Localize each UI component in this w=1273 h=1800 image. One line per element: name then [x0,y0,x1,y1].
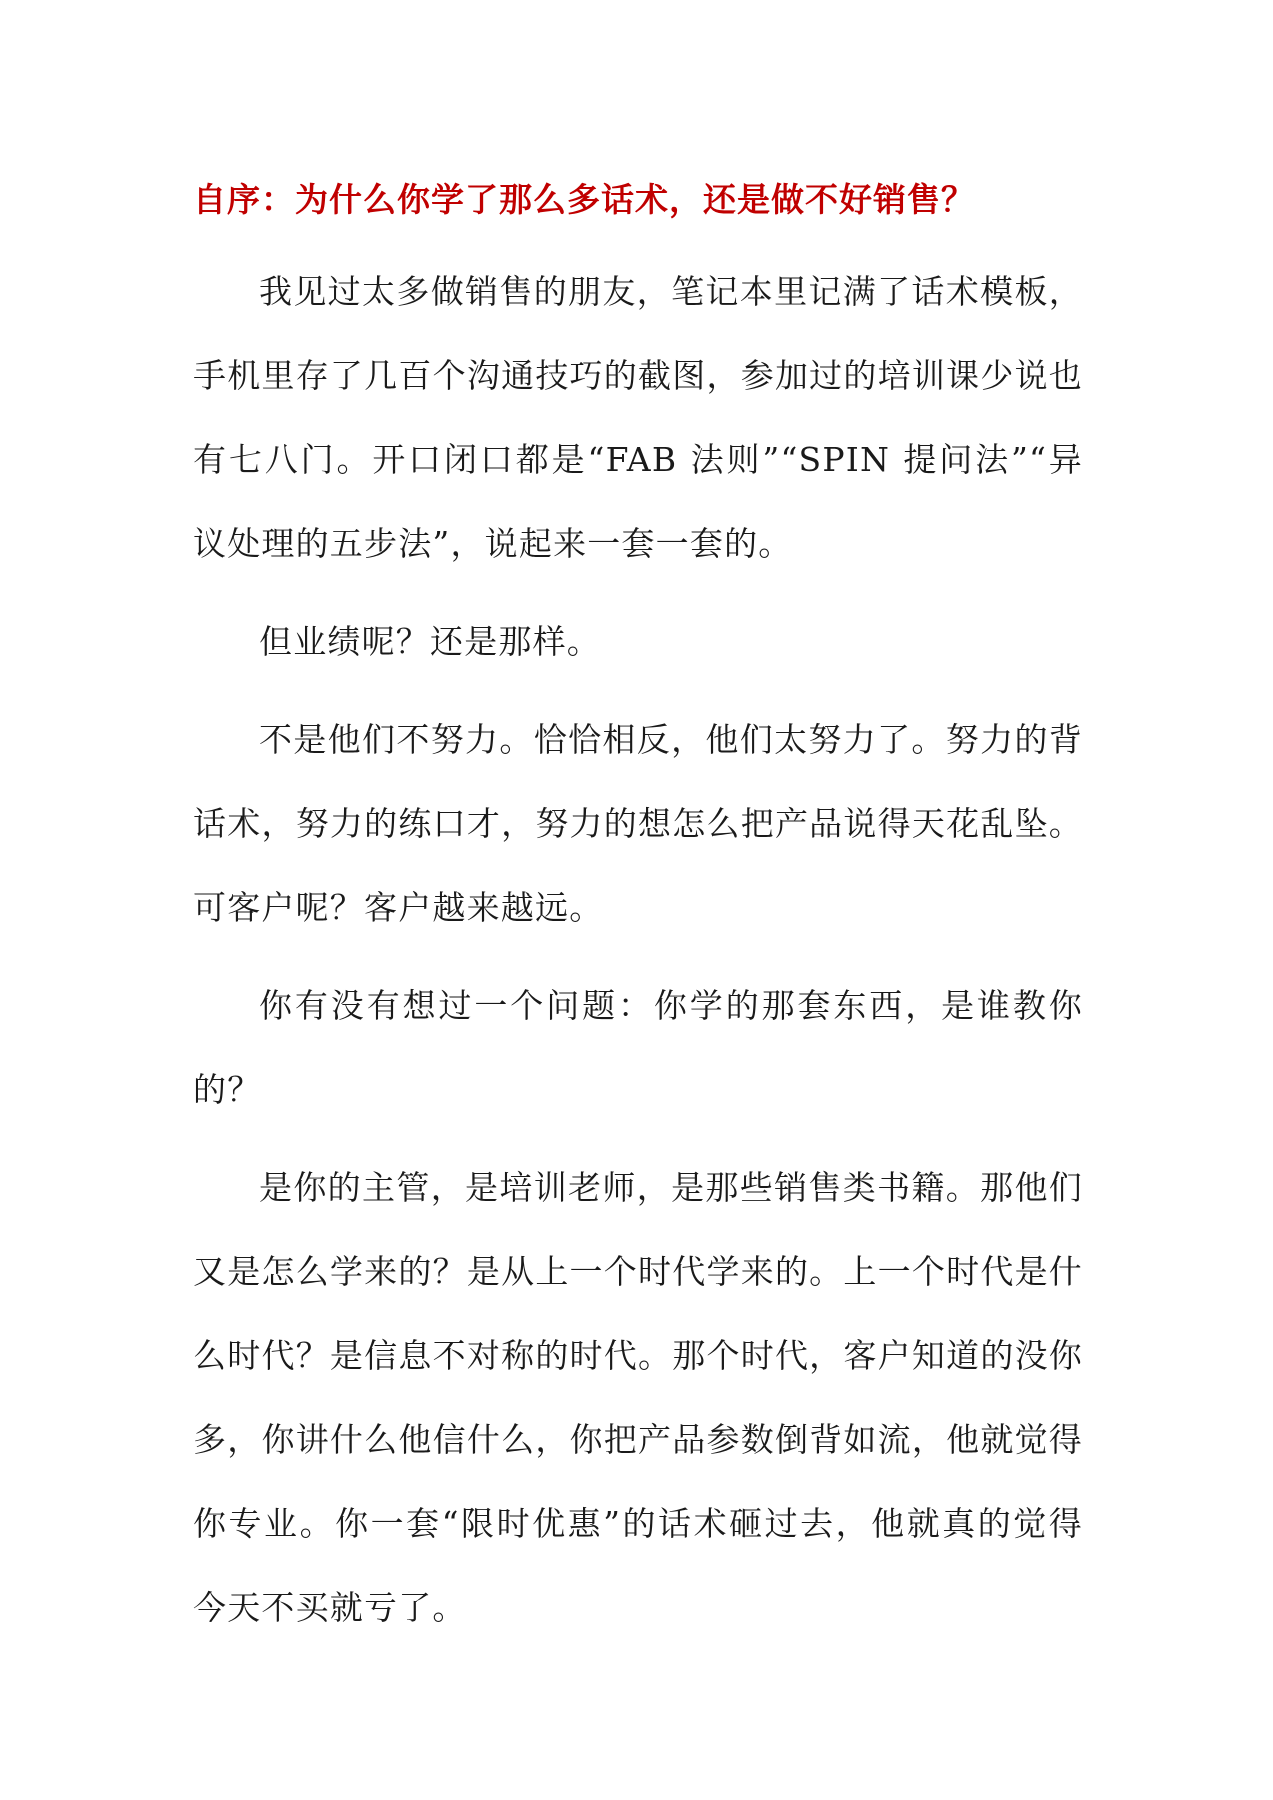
paragraph-1: 我见过太多做销售的朋友，笔记本里记满了话术模板，手机里存了几百个沟通技巧的截图，参加过的培训课少说也有七八门。开口闭口都是“FAB 法则”“SPIN 提问法”“异议处理的五步法”，说起来一套一套的。 [193,272,1083,563]
document-body [193,168,1083,1664]
paragraph-3: 不是他们不努力。恰恰相反，他们太努力了。努力的背话术，努力的练口才，努力的想怎么把产品说得天花乱坠。可客户呢？客户越来越远。 [193,720,1083,927]
paragraph-5: 是你的主管，是培训老师，是那些销售类书籍。那他们又是怎么学来的？是从上一个时代学来的。上一个时代是什么时代？是信息不对称的时代。那个时代，客户知道的没你多，你讲什么他信什么，你把产品参数倒背如流，他就觉得你专业。你一套“限时优惠”的话术砸过去，他就真的觉得今天不买就亏了。 [193,1168,1083,1627]
paragraph-4: 你有没有想过一个问题：你学的那套东西，是谁教你的？ [193,986,1083,1109]
chapter-title: 自序：为什么你学了那么多话术，还是做不好销售？ [193,180,975,219]
paragraph-2: 但业绩呢？还是那样。 [259,622,601,661]
